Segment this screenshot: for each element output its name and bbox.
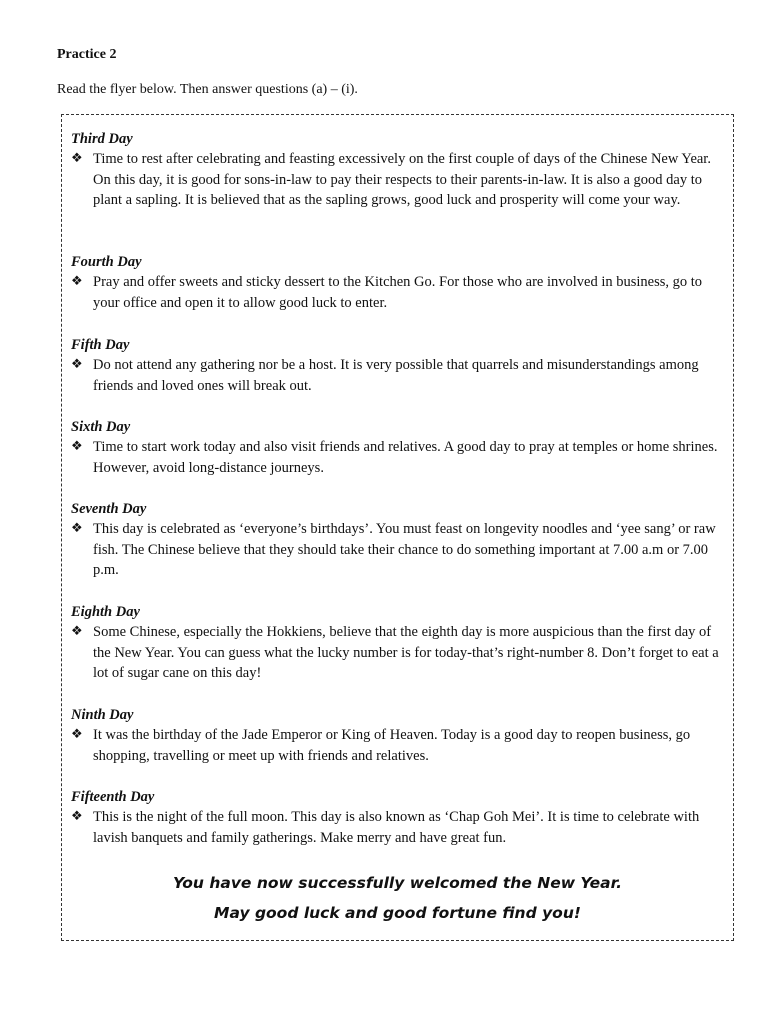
day-section-fourth (71, 252, 727, 313)
instruction-text: Read the flyer below. Then answer questions (a) – (i). (57, 82, 358, 97)
day-section-sixth (71, 417, 727, 478)
closing-line-2: May good luck and good fortune find you! (214, 904, 581, 922)
day-title: Ninth Day (71, 707, 134, 723)
day-text: Do not attend any gathering nor be a host. It is very possible that quarrels and misunderstandings among friends and loved ones will break out. (93, 357, 699, 394)
day-text: Time to start work today and also visit friends and relatives. A good day to pray at temples or home shrines. However, avoid long-distance journeys. (93, 439, 718, 476)
day-text: Some Chinese, especially the Hokkiens, believe that the eighth day is more auspicious than the first day of the New Year. You can guess what the lucky number is for today-that’s right-number 8. Don’t forget to eat a lot of sugar cane on this day! (93, 624, 719, 682)
day-title: Third Day (71, 131, 133, 147)
day-title: Sixth Day (71, 419, 131, 435)
bullet-icon: ❖ (71, 357, 83, 372)
day-entry (71, 725, 727, 766)
day-text: This is the night of the full moon. This day is also known as ‘Chap Goh Mei’. It is time to celebrate with lavish banquets and family gatherings. Make merry and have great fun. (93, 809, 700, 846)
day-entry (71, 437, 727, 478)
day-text: Time to rest after celebrating and feasting excessively on the first couple of days of the Chinese New Year. On this day, it is good for sons-in-law to pay their respects to their parents-in-law. It is also a good day to plant a sapling. It is believed that as the sapling grows, good luck and prosperity will come your way. (93, 151, 711, 209)
day-entry (71, 807, 727, 848)
day-text: It was the birthday of the Jade Emperor or King of Heaven. Today is a good day to reopen business, go shopping, travelling or meet up with friends and relatives. (93, 727, 691, 764)
page-title: Practice 2 (57, 47, 117, 62)
bullet-icon: ❖ (71, 521, 83, 536)
day-title: Seventh Day (71, 501, 147, 517)
day-section-ninth (71, 705, 727, 766)
day-entry (71, 355, 727, 396)
day-section-fifth (71, 335, 727, 396)
day-section-third (71, 129, 727, 211)
day-section-seventh (71, 499, 727, 581)
day-title: Fifth Day (71, 337, 130, 353)
bullet-icon: ❖ (71, 439, 83, 454)
bullet-icon: ❖ (71, 809, 83, 824)
day-title: Fourth Day (71, 254, 142, 270)
day-entry (71, 272, 727, 313)
day-title: Fifteenth Day (71, 789, 155, 805)
day-entry (71, 622, 727, 684)
day-text: Pray and offer sweets and sticky dessert to the Kitchen Go. For those who are involved in business, go to your office and open it to allow good luck to enter. (93, 274, 703, 311)
day-section-fifteenth (71, 787, 727, 848)
day-entry (71, 519, 727, 581)
bullet-icon: ❖ (71, 624, 83, 639)
bullet-icon: ❖ (71, 274, 83, 289)
day-text: This day is celebrated as ‘everyone’s birthdays’. You must feast on longevity noodles and ‘yee sang’ or raw fish. The Chinese believe that they should take their chance to do something important at 7.00 a.m or 7.00 p.m. (93, 521, 716, 579)
closing-line-1: You have now successfully welcomed the New Year. (173, 874, 622, 892)
day-section-eighth (71, 602, 727, 684)
day-entry (71, 149, 727, 211)
day-title: Eighth Day (71, 604, 140, 620)
bullet-icon: ❖ (71, 727, 83, 742)
bullet-icon: ❖ (71, 151, 83, 166)
flyer-box (61, 114, 734, 941)
